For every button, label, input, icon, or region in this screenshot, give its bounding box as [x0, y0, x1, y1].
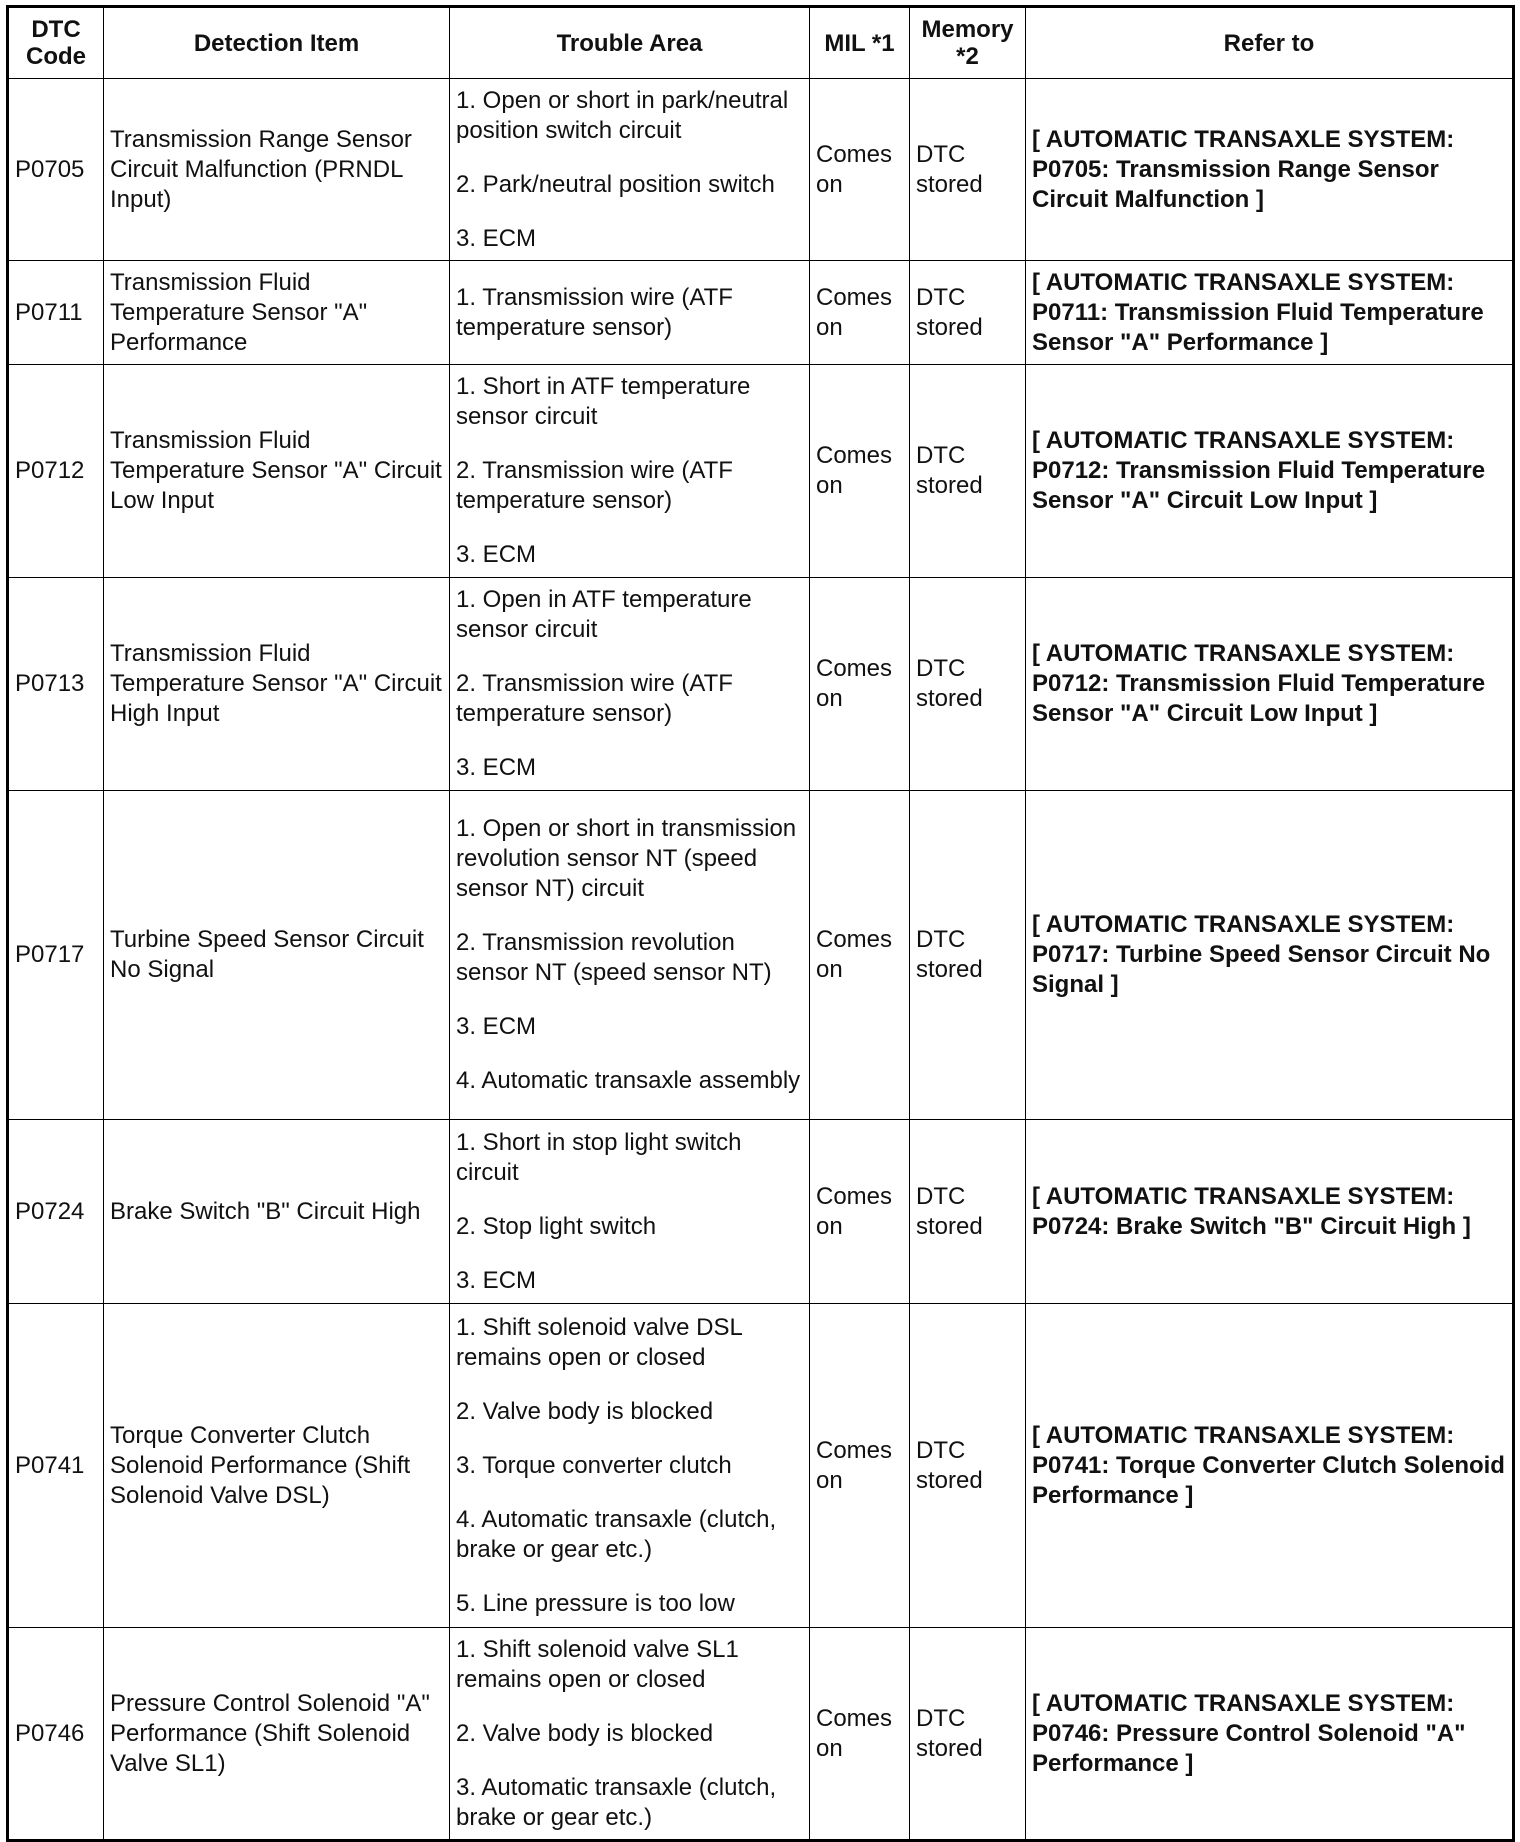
trouble-area-item: 5. Line pressure is too low	[456, 1589, 735, 1617]
trouble-area-item: 2. Valve body is blocked	[456, 1719, 714, 1747]
trouble-area-item: 4. Automatic transaxle (clutch, brake or gear etc.)	[456, 1505, 777, 1563]
trouble-area-item: 1. Open or short in park/neutral position switch circuit	[456, 86, 789, 144]
header-dtc-code: DTC Code	[8, 7, 104, 79]
detection-item-cell: Brake Switch "B" Circuit High	[104, 1120, 450, 1304]
refer-to-cell: [ AUTOMATIC TRANSAXLE SYSTEM: P0711: Transmission Fluid Temperature Sensor "A" Performance ]	[1026, 261, 1514, 365]
memory-cell: DTC stored	[910, 578, 1026, 791]
table-row	[8, 79, 1514, 261]
memory-cell: DTC stored	[910, 365, 1026, 578]
trouble-area-item: 1. Open in ATF temperature sensor circuit	[456, 586, 752, 643]
trouble-area-cell	[450, 79, 810, 261]
refer-to-cell: [ AUTOMATIC TRANSAXLE SYSTEM: P0741: Torque Converter Clutch Solenoid Performance ]	[1026, 1304, 1514, 1628]
header-memory: Memory *2	[910, 7, 1026, 79]
dtc-code-cell: P0712	[8, 365, 104, 578]
trouble-area-item: 4. Automatic transaxle assembly	[456, 1067, 801, 1094]
trouble-area-cell	[450, 578, 810, 791]
memory-cell: DTC stored	[910, 79, 1026, 261]
table-row	[8, 1628, 1514, 1841]
memory-cell: DTC stored	[910, 1120, 1026, 1304]
refer-to-cell: [ AUTOMATIC TRANSAXLE SYSTEM: P0705: Transmission Range Sensor Circuit Malfunction ]	[1026, 79, 1514, 261]
dtc-code-cell: P0746	[8, 1628, 104, 1841]
trouble-area-item: 1. Shift solenoid valve DSL remains open or closed	[456, 1313, 742, 1371]
mil-cell: Comes on	[810, 79, 910, 261]
memory-cell: DTC stored	[910, 1304, 1026, 1628]
detection-item-cell: Pressure Control Solenoid "A" Performance (Shift Solenoid Valve SL1)	[104, 1628, 450, 1841]
table-row	[8, 791, 1514, 1120]
trouble-area-item: 1. Short in ATF temperature sensor circuit	[456, 373, 751, 430]
trouble-area-item: 2. Transmission wire (ATF temperature sensor)	[456, 457, 733, 514]
trouble-area-item: 2. Park/neutral position switch	[456, 170, 775, 198]
table-row	[8, 578, 1514, 791]
trouble-area-cell	[450, 1628, 810, 1841]
refer-to-cell: [ AUTOMATIC TRANSAXLE SYSTEM: P0724: Brake Switch "B" Circuit High ]	[1026, 1120, 1514, 1304]
trouble-area-item: 3. ECM	[456, 224, 537, 252]
memory-cell: DTC stored	[910, 791, 1026, 1120]
trouble-area-item: 2. Transmission revolution sensor NT (speed sensor NT)	[456, 929, 772, 986]
trouble-area-item: 3. ECM	[456, 541, 537, 568]
trouble-area-item: 1. Shift solenoid valve SL1 remains open or closed	[456, 1635, 739, 1693]
detection-item-cell: Transmission Fluid Temperature Sensor "A" Circuit Low Input	[104, 365, 450, 578]
mil-cell: Comes on	[810, 1120, 910, 1304]
mil-cell: Comes on	[810, 791, 910, 1120]
refer-to-cell: [ AUTOMATIC TRANSAXLE SYSTEM: P0746: Pressure Control Solenoid "A" Performance ]	[1026, 1628, 1514, 1841]
trouble-area-item: 1. Short in stop light switch circuit	[456, 1128, 742, 1186]
header-mil: MIL *1	[810, 7, 910, 79]
header-refer-to: Refer to	[1026, 7, 1514, 79]
table-row	[8, 1304, 1514, 1628]
detection-item-cell: Transmission Fluid Temperature Sensor "A" Performance	[104, 261, 450, 365]
trouble-area-item: 3. Automatic transaxle (clutch, brake or gear etc.)	[456, 1773, 777, 1831]
mil-cell: Comes on	[810, 261, 910, 365]
trouble-area-item: 2. Valve body is blocked	[456, 1397, 714, 1425]
refer-to-cell: [ AUTOMATIC TRANSAXLE SYSTEM: P0712: Transmission Fluid Temperature Sensor "A" Circuit Low Input ]	[1026, 365, 1514, 578]
detection-item-cell: Torque Converter Clutch Solenoid Performance (Shift Solenoid Valve DSL)	[104, 1304, 450, 1628]
dtc-code-cell: P0705	[8, 79, 104, 261]
header-trouble-area: Trouble Area	[450, 7, 810, 79]
table-header	[8, 7, 1514, 79]
trouble-area-item: 2. Transmission wire (ATF temperature sensor)	[456, 670, 733, 727]
trouble-area-item: 3. ECM	[456, 1266, 537, 1294]
table-body	[8, 79, 1514, 1841]
dtc-code-cell: P0711	[8, 261, 104, 365]
trouble-area-cell	[450, 1120, 810, 1304]
trouble-area-item: 1. Open or short in transmission revolution sensor NT (speed sensor NT) circuit	[456, 815, 797, 902]
detection-item-cell: Turbine Speed Sensor Circuit No Signal	[104, 791, 450, 1120]
refer-to-cell: [ AUTOMATIC TRANSAXLE SYSTEM: P0712: Transmission Fluid Temperature Sensor "A" Circuit Low Input ]	[1026, 578, 1514, 791]
header-detection-item: Detection Item	[104, 7, 450, 79]
table-row	[8, 261, 1514, 365]
mil-cell: Comes on	[810, 1304, 910, 1628]
detection-item-cell: Transmission Range Sensor Circuit Malfunction (PRNDL Input)	[104, 79, 450, 261]
trouble-area-cell	[450, 1304, 810, 1628]
memory-cell: DTC stored	[910, 261, 1026, 365]
trouble-area-item: 3. ECM	[456, 1013, 537, 1040]
trouble-area-item: 1. Transmission wire (ATF temperature sensor)	[456, 283, 733, 341]
mil-cell: Comes on	[810, 1628, 910, 1841]
trouble-area-cell	[450, 261, 810, 365]
header-row	[8, 7, 1514, 79]
trouble-area-cell	[450, 365, 810, 578]
memory-cell: DTC stored	[910, 1628, 1026, 1841]
dtc-code-cell: P0741	[8, 1304, 104, 1628]
mil-cell: Comes on	[810, 365, 910, 578]
detection-item-cell: Transmission Fluid Temperature Sensor "A" Circuit High Input	[104, 578, 450, 791]
table-row	[8, 1120, 1514, 1304]
trouble-area-item: 3. ECM	[456, 754, 537, 781]
dtc-code-cell: P0717	[8, 791, 104, 1120]
refer-to-cell: [ AUTOMATIC TRANSAXLE SYSTEM: P0717: Turbine Speed Sensor Circuit No Signal ]	[1026, 791, 1514, 1120]
dtc-code-cell: P0724	[8, 1120, 104, 1304]
trouble-area-cell	[450, 791, 810, 1120]
dtc-code-cell: P0713	[8, 578, 104, 791]
trouble-area-item: 3. Torque converter clutch	[456, 1451, 732, 1479]
trouble-area-item: 2. Stop light switch	[456, 1212, 657, 1240]
dtc-table	[6, 5, 1515, 1842]
table-row	[8, 365, 1514, 578]
mil-cell: Comes on	[810, 578, 910, 791]
